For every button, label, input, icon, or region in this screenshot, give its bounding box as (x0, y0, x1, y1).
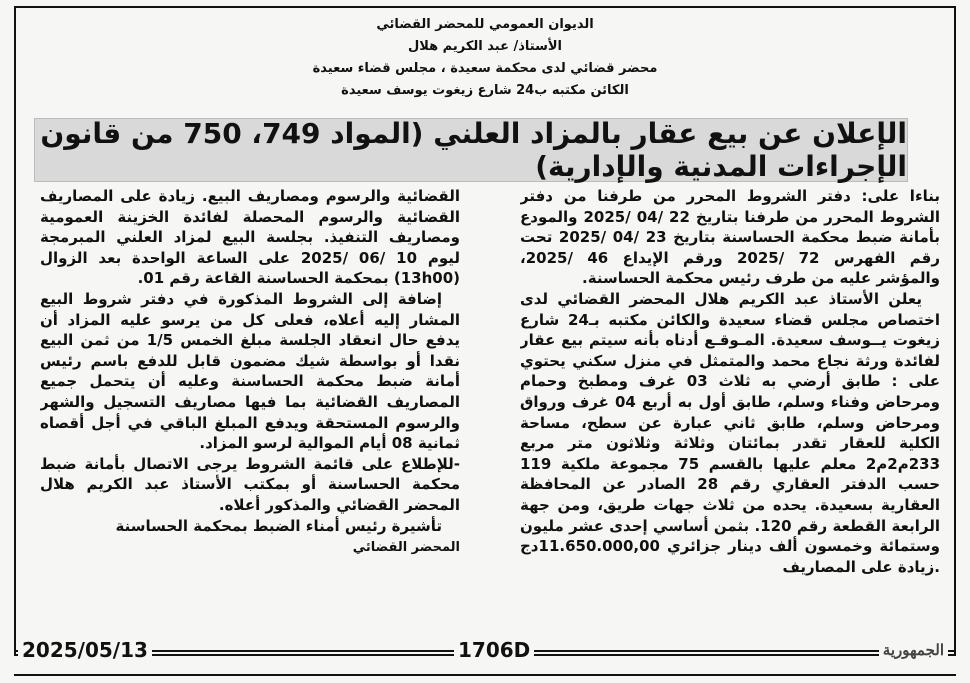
bottom-divider (14, 674, 956, 676)
header-line-name: الأستاذ/ عبد الكريم هلال (407, 39, 563, 54)
left-paragraph-contact: -للإطلاع على قائمة الشروط يرجى الاتصال بأمانة ضبط محكمة الحساسنة أو بمكتب الأستاذ عبد الكريم هلال المحضر القضائي والمذكور أعلاه. (40, 454, 460, 514)
newspaper-logo: الجمهورية (879, 636, 948, 664)
left-paragraph-conditions: إضافة إلى الشروط المذكورة في دفتر شروط البيع المشار إليه أعلاه، فعلى كل من يرسو عليه المزاد أن يدفع حال انعقاد الجلسة مبلغ الخمس 1/5 من ثمن البيع نقدا أو بواسطة شيك مضمون قابل للدفع باسم رئيس أمانة ضبط محكمة الحساسنة وعليه أن يتحمل جميع المصاريف القضائية بما فيها مصاريف التسجيل والشهر والرسوم المستحقة ويدفع المبلغ الباقي في أجل أقصاه ثمانية 08 أيام الموالية لرسو المزاد. (40, 289, 460, 453)
right-column (520, 186, 940, 622)
header-line-address: الكائن مكتبه ب24 شارع زيغوت يوسف سعيدة (341, 83, 629, 98)
signature: المحضر القضائي (352, 540, 460, 556)
left-paragraph-visa: تأشيرة رئيس أمناء الضبط بمحكمة الحساسنة (115, 516, 442, 535)
left-paragraph-session: القضائية والرسوم ومصاريف البيع. زيادة على المصاريف القضائية والرسوم المحصلة لفائدة الخزينة العمومية ومصاريف التنفيذ. بجلسة البيع لمزاد العلني المبرمجة ليوم 10 /06 /2025 على الساعة الواحدة بعد الزوال (13h00) بمحكمة الحساسنة القاعة رقم 01. (40, 187, 460, 288)
right-paragraph-property: يعلن الأستاذ عبد الكريم هلال المحضر القضائي لدى اختصاص مجلس قضاء سعيدة والكائن مكتبه بـ24 شارع زيغوت يــوسف سعيدة. المـوقـع أدناه بأنه سيتم بيع عقار لفائدة ورثة نجاع محمد والمتمثل في منزل سكني يحتوي على : طابق أرضي به ثلاث 03 غرف ومطبخ وحمام ومرحاض وفناء وسلم، طابق أول به أربع 04 غرف ورواق ومرحاض وسلم، طابق ثاني عبارة عن سطح، مساحة الكلية للعقار تقدر بمائتان وثلاثة وثلاثون متر مربع 233م2م2 معلم عليها بالقسم 75 مجموعة ملكية 119 حسب الدفتر العقاري رقم 28 الصادر عن المحافظة العقارية بسعيدة. يحده من ثلاث جهات طريق، ومن جهة الرابعة القطعة رقم 120. بثمن أساسي إحدى عشر مليون وستمائة وخمسون ألف دينار جزائري 11.650.000,00دج .زيادة على المصاريف (520, 289, 940, 576)
right-paragraph-basis: بناءا على: دفتر الشروط المحرر من طرفنا من دفتر الشروط المحرر من طرفنا بتاريخ 22 /04 /2025 والمودع بأمانة ضبط محكمة الحساسنة بتاريخ 23 /04 /2025 تحت رقم الفهرس 72 /2025 ورقم الإيداع 46 /2025، والمؤشر عليه من طرف رئيس محكمة الحساسنة. (520, 187, 940, 288)
announcement-title-bar (34, 118, 908, 182)
header-line-office: الديوان العمومي للمحضر القضائي (376, 17, 594, 32)
announcement-title: الإعلان عن بيع عقار بالمزاد العلني (المواد 749، 750 من قانون الإجراءات المدنية والإدارية) (40, 117, 907, 183)
page-footer (14, 636, 956, 664)
header-line-role: محضر قضائي لدى محكمة سعيدة ، مجلس قضاء سعيدة (312, 61, 658, 76)
left-column (40, 186, 460, 622)
publication-date: 2025/05/13 (18, 636, 152, 664)
ad-reference-code: 1706D (454, 636, 534, 664)
issuer-header (16, 14, 954, 102)
